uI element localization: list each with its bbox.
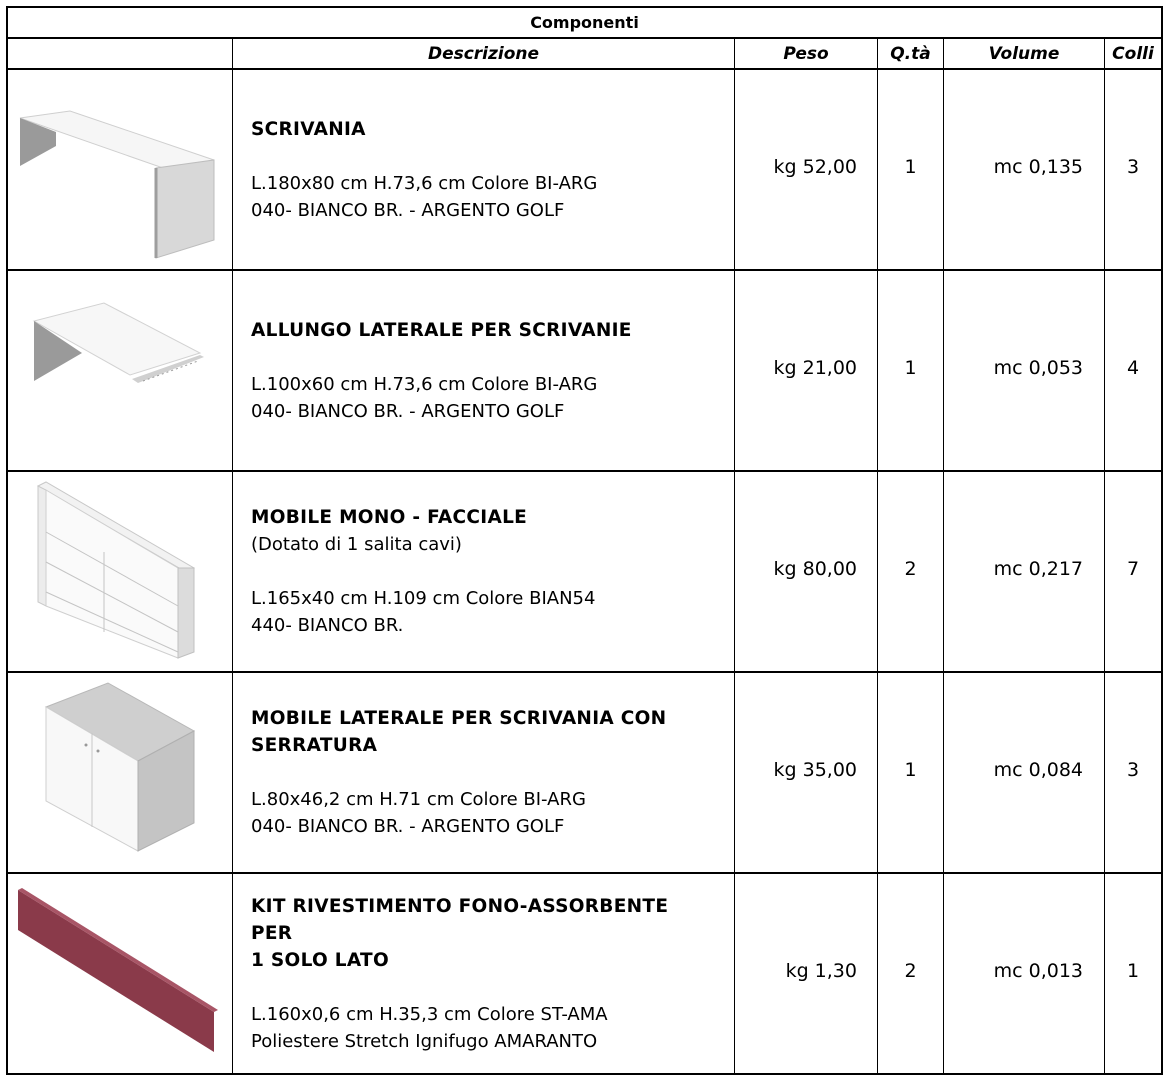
product-finish: 040- BIANCO BR. - ARGENTO GOLF	[251, 199, 565, 221]
peso-value: kg 80,00	[773, 558, 857, 580]
peso-value: kg 52,00	[773, 156, 857, 178]
header-descrizione: Descrizione	[233, 39, 735, 68]
product-note: (Dotato di 1 salita cavi)	[251, 534, 462, 555]
description-cell	[233, 472, 735, 671]
description-cell	[233, 70, 735, 269]
peso-cell	[735, 673, 878, 872]
product-title: ALLUNGO LATERALE PER SCRIVANIE	[251, 319, 632, 341]
header-qta: Q.tà	[878, 39, 944, 68]
qta-value: 1	[904, 759, 917, 781]
qta-cell	[878, 271, 944, 470]
volume-value: mc 0,135	[993, 156, 1083, 178]
qta-cell	[878, 874, 944, 1073]
product-finish: 040- BIANCO BR. - ARGENTO GOLF	[251, 400, 565, 422]
volume-cell	[944, 70, 1105, 269]
qta-value: 2	[904, 960, 917, 982]
product-title: SCRIVANIA	[251, 118, 366, 140]
acoustic-panel-icon	[8, 874, 232, 1073]
side-cabinet-icon	[8, 673, 232, 872]
volume-cell	[944, 271, 1105, 470]
product-finish: 040- BIANCO BR. - ARGENTO GOLF	[251, 816, 565, 837]
peso-cell	[735, 70, 878, 269]
description-cell	[233, 874, 735, 1073]
table-row	[8, 874, 1161, 1075]
peso-cell	[735, 874, 878, 1073]
peso-cell	[735, 472, 878, 671]
volume-value: mc 0,084	[993, 759, 1083, 781]
product-dimensions: L.100x60 cm H.73,6 cm Colore BI-ARG	[251, 373, 598, 395]
colli-cell	[1105, 271, 1161, 470]
table-title: Componenti	[8, 6, 1161, 39]
peso-value: kg 21,00	[773, 357, 857, 379]
product-image-cell	[8, 271, 233, 470]
product-title: MOBILE MONO - FACCIALE	[251, 507, 528, 528]
table-row	[8, 271, 1161, 472]
product-finish: 440- BIANCO BR.	[251, 615, 404, 636]
product-dimensions: L.80x46,2 cm H.71 cm Colore BI-ARG	[251, 789, 586, 810]
colli-cell	[1105, 472, 1161, 671]
table-row	[8, 472, 1161, 673]
product-image-cell	[8, 70, 233, 269]
volume-cell	[944, 472, 1105, 671]
bookcase-icon	[8, 472, 232, 671]
table-row	[8, 673, 1161, 874]
product-image-cell	[8, 472, 233, 671]
qta-cell	[878, 70, 944, 269]
qta-cell	[878, 673, 944, 872]
colli-cell	[1105, 874, 1161, 1073]
product-finish: Poliestere Stretch Ignifugo AMARANTO	[251, 1030, 598, 1052]
header-peso: Peso	[735, 39, 878, 68]
product-title: MOBILE LATERALE PER SCRIVANIA CON	[251, 708, 667, 729]
product-dimensions: L.180x80 cm H.73,6 cm Colore BI-ARG	[251, 172, 598, 194]
components-table	[6, 6, 1163, 1075]
colli-cell	[1105, 673, 1161, 872]
colli-value: 1	[1126, 960, 1140, 982]
volume-value: mc 0,053	[993, 357, 1083, 379]
volume-value: mc 0,217	[993, 558, 1083, 580]
qta-value: 2	[904, 558, 917, 580]
product-title-line2: SERRATURA	[251, 735, 378, 756]
product-dimensions: L.160x0,6 cm H.35,3 cm Colore ST-AMA	[251, 1003, 608, 1025]
header-image	[8, 39, 233, 68]
header-volume: Volume	[944, 39, 1105, 68]
volume-cell	[944, 874, 1105, 1073]
colli-value: 3	[1126, 156, 1140, 178]
product-image-cell	[8, 673, 233, 872]
product-image-cell	[8, 874, 233, 1073]
peso-value: kg 35,00	[773, 759, 857, 781]
product-title-line2: 1 SOLO LATO	[251, 949, 389, 971]
product-title: KIT RIVESTIMENTO FONO-ASSORBENTE PER	[251, 895, 669, 944]
colli-cell	[1105, 70, 1161, 269]
qta-cell	[878, 472, 944, 671]
desk-icon	[8, 70, 232, 269]
volume-cell	[944, 673, 1105, 872]
desk-extension-icon	[8, 271, 232, 470]
colli-value: 3	[1126, 759, 1140, 781]
description-cell	[233, 271, 735, 470]
product-dimensions: L.165x40 cm H.109 cm Colore BIAN54	[251, 588, 596, 609]
table-row	[8, 70, 1161, 271]
colli-value: 7	[1126, 558, 1140, 580]
header-colli: Colli	[1112, 43, 1154, 64]
description-cell	[233, 673, 735, 872]
table-header-row	[8, 39, 1161, 70]
qta-value: 1	[904, 357, 917, 379]
peso-value: kg 1,30	[785, 960, 857, 982]
colli-value: 4	[1126, 357, 1140, 379]
qta-value: 1	[904, 156, 917, 178]
peso-cell	[735, 271, 878, 470]
volume-value: mc 0,013	[993, 960, 1083, 982]
